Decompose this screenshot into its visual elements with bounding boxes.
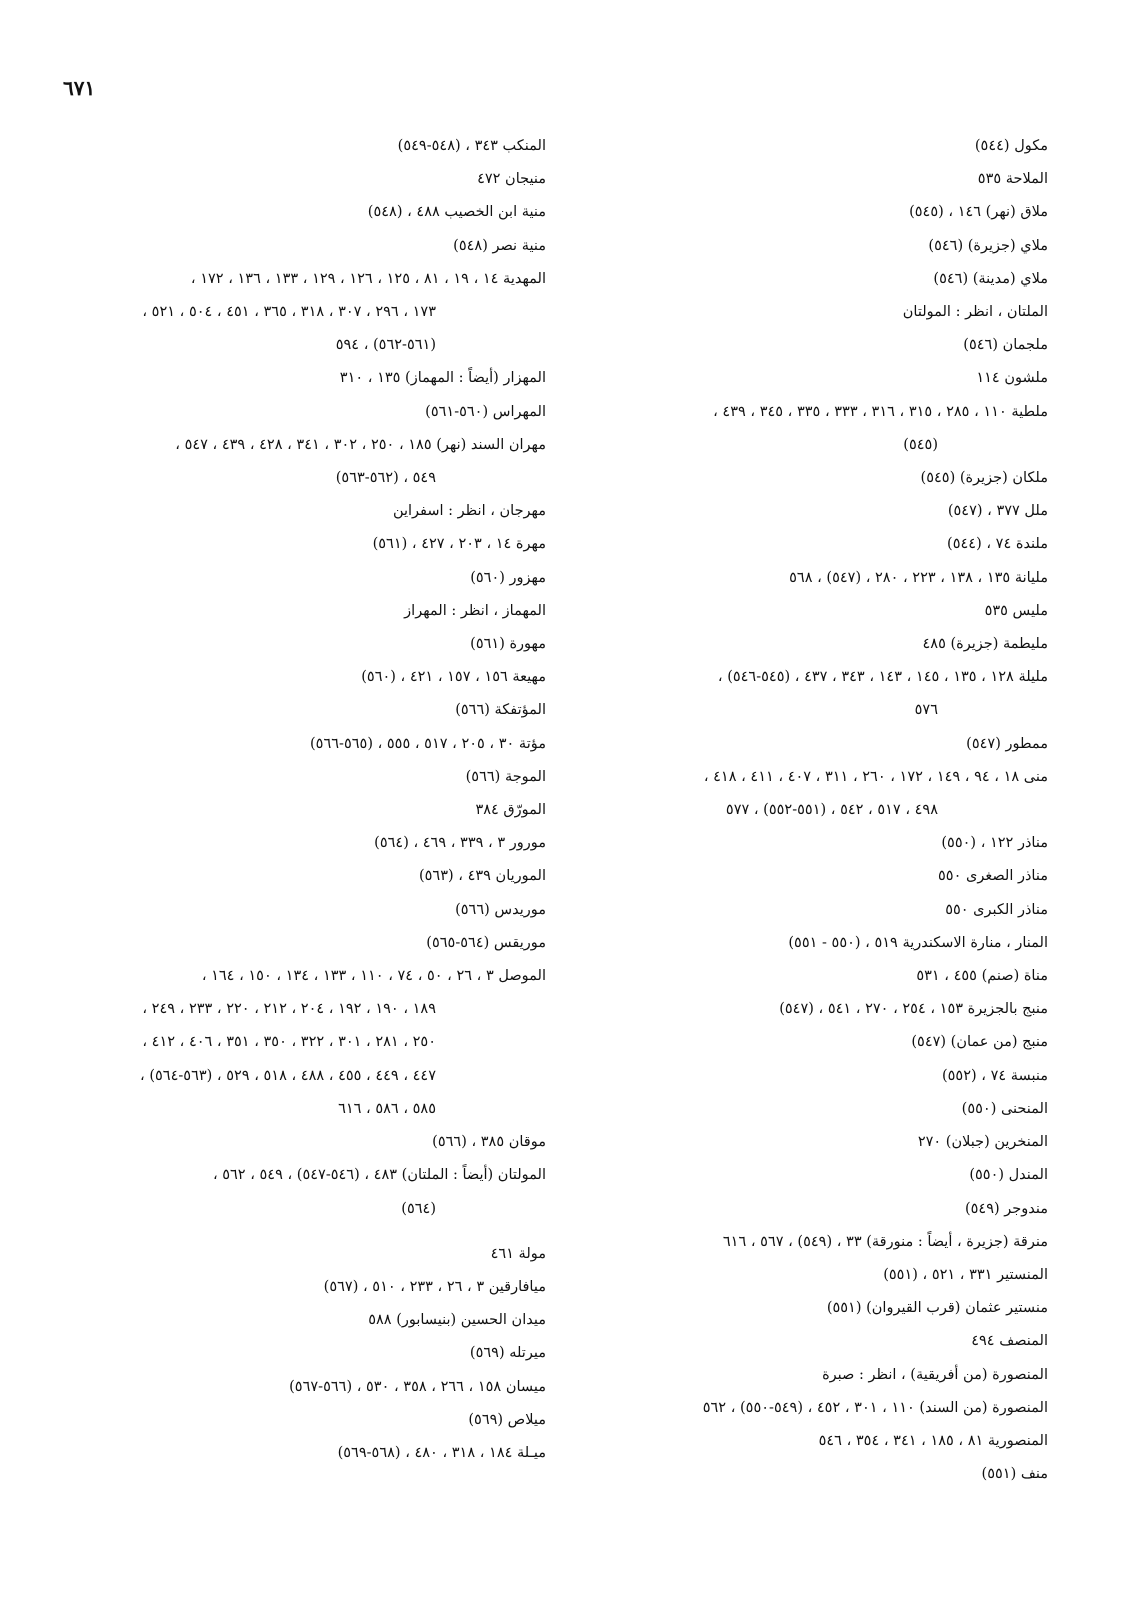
index-entry: مولة ٤٦١ (490, 1245, 546, 1262)
index-entry: المنحنى (٥٥٠) (961, 1100, 1048, 1117)
index-entry: المهزار (أيضاً : المهماز) ١٣٥ ، ٣١٠ (339, 370, 546, 387)
index-entry: ملاي (جزيرة) (٥٤٦) (928, 237, 1048, 254)
index-entry: المهدية ١٤ ، ١٩ ، ٨١ ، ١٢٥ ، ١٢٦ ، ١٢٩ ، ١٣٣ ، ١٣٦ ، ١٧٢ ، (190, 270, 546, 287)
index-entry: مندوجر (٥٤٩) (964, 1200, 1048, 1217)
index-entry-continuation: ٤٤٧ ، ٤٤٩ ، ٤٥٥ ، ٤٨٨ ، ٥١٨ ، ٥٢٩ ، (٥٦٣-٥٦٤) ، (140, 1067, 436, 1084)
index-entry: المنكب ٣٤٣ ، (٥٤٨-٥٤٩) (397, 138, 546, 154)
index-entry: ميـلة ١٨٤ ، ٣١٨ ، ٤٨٠ ، (٥٦٨-٥٦٩) (337, 1444, 546, 1461)
index-entry: مورور ٣ ، ٣٣٩ ، ٤٦٩ ، (٥٦٤) (374, 835, 546, 852)
index-entry: مليلة ١٢٨ ، ١٣٥ ، ١٤٥ ، ١٤٣ ، ٣٤٣ ، ٤٣٧ ، (٥٤٥-٥٤٦) ، (717, 669, 1048, 686)
index-entry: المنصورة (من أفريقية) ، انظر : صبرة (822, 1366, 1048, 1383)
index-entry: المولتان (أيضاً : الملتان) ٤٨٣ ، (٥٤٦-٥٤٧) ، ٥٤٩ ، ٥٦٢ ، (212, 1167, 546, 1184)
index-entry: مليطمة (جزيرة) ٤٨٥ (922, 636, 1048, 653)
index-entry: الملتان ، انظر : المولتان (902, 304, 1048, 321)
index-entry: منستير عثمان (قرب القيروان) (٥٥١) (826, 1300, 1048, 1317)
index-entry: منبج (من عمان) (٥٤٧) (911, 1034, 1048, 1051)
page-number: ٦٧١ (63, 76, 96, 100)
index-entry: الموريان ٤٣٩ ، (٥٦٣) (418, 868, 546, 885)
index-entry-continuation: ٢٥٠ ، ٢٨١ ، ٣٠١ ، ٣٢٢ ، ٣٥٠ ، ٣٥١ ، ٤٠٦ ، ٤١٢ ، (142, 1034, 436, 1051)
spacer (46, 1226, 546, 1238)
index-entry: منية نصر (٥٤٨) (453, 237, 546, 254)
index-entry: المندل (٥٥٠) (969, 1167, 1048, 1184)
index-entry: مهرة ١٤ ، ٢٠٣ ، ٤٢٧ ، (٥٦١) (372, 536, 546, 553)
index-entry: منيجان ٤٧٢ (477, 171, 546, 188)
index-entry: مناذر ١٢٢ ، (٥٥٠) (941, 835, 1048, 852)
index-entry: ملجمان (٥٤٦) (963, 337, 1048, 354)
index-entry: مليانة ١٣٥ ، ١٣٨ ، ٢٢٣ ، ٢٨٠ ، (٥٤٧) ، ٥٦٨ (789, 569, 1048, 586)
index-entry: مهران السند (نهر) ١٨٥ ، ٢٥٠ ، ٣٠٢ ، ٣٤١ ، ٤٢٨ ، ٤٣٩ ، ٥٤٧ ، (175, 436, 546, 453)
index-entry: مؤتة ٣٠ ، ٢٠٥ ، ٥١٧ ، ٥٥٥ ، (٥٦٥-٥٦٦) (310, 735, 546, 752)
index-entry-continuation: ١٨٩ ، ١٩٠ ، ١٩٢ ، ٢٠٤ ، ٢١٢ ، ٢٢٠ ، ٢٣٣ ، ٢٤٩ ، (142, 1001, 436, 1018)
index-entry: مناذر الصغرى ٥٥٠ (938, 868, 1048, 885)
index-entry: الموصل ٣ ، ٢٦ ، ٥٠ ، ٧٤ ، ١١٠ ، ١٣٣ ، ١٣٤ ، ١٥٠ ، ١٦٤ ، (201, 968, 546, 985)
index-entry-continuation: ٥٤٩ ، (٥٦٢-٥٦٣) (335, 470, 436, 487)
index-entry-continuation: ١٧٣ ، ٢٩٦ ، ٣٠٧ ، ٣١٨ ، ٣٦٥ ، ٤٥١ ، ٥٠٤ ، ٥٢١ ، (142, 304, 436, 321)
index-entry: موريدس (٥٦٦) (455, 901, 546, 918)
index-entry: ميرتله (٥٦٩) (469, 1345, 546, 1362)
index-entry: المؤتفكة (٥٦٦) (455, 702, 546, 719)
index-entry: ممطور (٥٤٧) (966, 735, 1048, 752)
index-entry: ميافارقين ٣ ، ٢٦ ، ٢٣٣ ، ٥١٠ ، (٥٦٧) (323, 1278, 546, 1295)
index-entry-continuation: ٥٨٥ ، ٥٨٦ ، ٦١٦ (338, 1100, 436, 1117)
index-entry: المهماز ، انظر : المهراز (404, 602, 546, 619)
index-entry: المورّق ٣٨٤ (475, 802, 546, 819)
index-entry: ميسان ١٥٨ ، ٢٦٦ ، ٣٥٨ ، ٥٣٠ ، (٥٦٦-٥٦٧) (289, 1378, 546, 1395)
index-entry: مهورة (٥٦١) (470, 636, 546, 653)
index-entry-continuation: ٥٧٦ (914, 702, 938, 719)
index-entry: الملاحة ٥٣٥ (977, 171, 1048, 188)
index-entry: المنار ، منارة الاسكندرية ٥١٩ ، (٥٥٠ - ٥٥١) (788, 934, 1048, 951)
index-entry: المنصف ٤٩٤ (971, 1333, 1048, 1350)
index-column-left (46, 130, 546, 1470)
index-entry-continuation: (٥٦١-٥٦٢) ، ٥٩٤ (335, 337, 436, 354)
index-entry: ملاق (نهر) ١٤٦ ، (٥٤٥) (909, 204, 1048, 221)
index-entry: موريقس (٥٦٤-٥٦٥) (426, 934, 546, 951)
index-entry: منى ١٨ ، ٩٤ ، ١٤٩ ، ١٧٢ ، ٢٦٠ ، ٣١١ ، ٤٠٧ ، ٤١١ ، ٤١٨ ، (703, 768, 1048, 785)
index-entry: منبج بالجزيرة ١٥٣ ، ٢٥٤ ، ٢٧٠ ، ٥٤١ ، (٥٤٧) (779, 1001, 1048, 1018)
index-entry: المنستير ٣٣١ ، ٥٢١ ، (٥٥١) (883, 1266, 1048, 1283)
index-entry: مهرجان ، انظر : اسفراين (392, 503, 546, 520)
index-entry: منبسة ٧٤ ، (٥٥٢) (941, 1067, 1048, 1084)
index-entry: مناة (صنم) ٤٥٥ ، ٥٣١ (916, 968, 1048, 985)
index-entry: ملكان (جزيرة) (٥٤٥) (920, 470, 1048, 487)
index-entry: ملل ٣٧٧ ، (٥٤٧) (947, 503, 1048, 520)
index-entry: مكول (٥٤٤) (974, 138, 1048, 154)
index-entry: ميلاص (٥٦٩) (468, 1411, 546, 1428)
index-entry: موقان ٣٨٥ ، (٥٦٦) (432, 1134, 546, 1151)
index-entry-continuation: (٥٦٤) (401, 1200, 436, 1217)
index-entry: المنصورية ٨١ ، ١٨٥ ، ٣٤١ ، ٣٥٤ ، ٥٤٦ (818, 1432, 1048, 1449)
index-entry: مهيعة ١٥٦ ، ١٥٧ ، ٤٢١ ، (٥٦٠) (361, 669, 546, 686)
index-entry-continuation: ٤٩٨ ، ٥١٧ ، ٥٤٢ ، (٥٥١-٥٥٢) ، ٥٧٧ (725, 802, 938, 819)
index-entry: ملشون ١١٤ (976, 370, 1048, 387)
index-entry: ملاي (مدينة) (٥٤٦) (933, 270, 1048, 287)
index-entry: المنصورة (من السند) ١١٠ ، ٣٠١ ، ٤٥٢ ، (٥٤٩-٥٥٠) ، ٥٦٢ (702, 1399, 1048, 1416)
index-entry-continuation: (٥٤٥) (903, 436, 938, 453)
index-entry: ميدان الحسين (بنيسابور) ٥٨٨ (368, 1312, 546, 1329)
index-entry: المهراس (٥٦٠-٥٦١) (425, 403, 546, 420)
index-entry: مناذر الكبرى ٥٥٠ (945, 901, 1048, 918)
index-entry: مهزور (٥٦٠) (470, 569, 546, 586)
index-entry: منف (٥٥١) (981, 1466, 1048, 1483)
index-entry: ملندة ٧٤ ، (٥٤٤) (947, 536, 1048, 553)
index-entry: مليس ٥٣٥ (984, 602, 1048, 619)
index-entry: منرقة (جزيرة ، أيضاً : منورقة) ٣٣ ، (٥٤٩) ، ٥٦٧ ، ٦١٦ (722, 1233, 1048, 1250)
index-entry: منية ابن الخصيب ٤٨٨ ، (٥٤٨) (367, 204, 546, 221)
index-entry: الموجة (٥٦٦) (465, 768, 546, 785)
index-entry: ملطية ١١٠ ، ٢٨٥ ، ٣١٥ ، ٣١٦ ، ٣٣٣ ، ٣٣٥ ، ٣٤٥ ، ٤٣٩ ، (713, 403, 1048, 420)
index-entry: المنخرين (جبلان) ٢٧٠ (917, 1134, 1048, 1151)
index-column-right (596, 130, 1048, 1491)
